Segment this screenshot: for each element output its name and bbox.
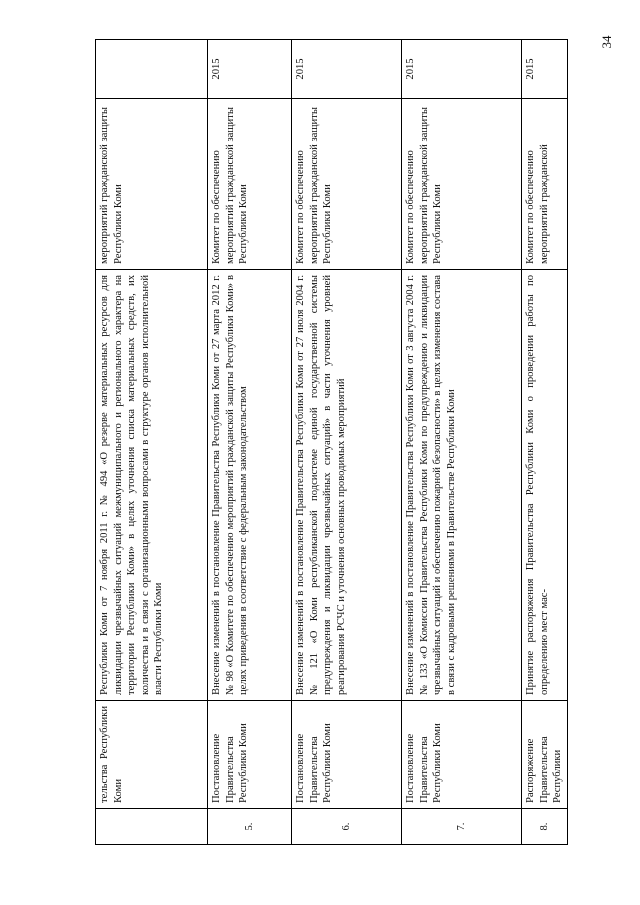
table-row	[208, 40, 292, 845]
executor: мероприятий гражданской защиты Республики Коми	[96, 99, 208, 270]
executor: Комитет по обеспечению мероприятий гражданской защиты Республики Коми	[292, 99, 402, 270]
row-number: 5.	[208, 809, 292, 845]
document-type: Постановление Правительства Республики Коми	[292, 701, 402, 809]
measure-title: Принятие распоряжения Правительства Республики Коми о проведении работы по определению мест мас-	[522, 270, 568, 701]
table-row	[292, 40, 402, 845]
year: 2015	[208, 40, 292, 99]
document-type: Постановление Правительства Республики Коми	[208, 701, 292, 809]
year: 2015	[292, 40, 402, 99]
executor: Комитет по обеспечению мероприятий гражданской	[522, 99, 568, 270]
row-number: 6.	[292, 809, 402, 845]
measure-title: Внесение изменений в постановление Правительства Республики Коми от 27 марта 2012 г. № 98 «О Комитете по обеспечению мероприятий гражданской защиты Республики Коми» в целях приведения в соответствие с федеральным законодательством	[208, 270, 292, 701]
table-row	[96, 40, 208, 845]
page-number: 34	[599, 35, 614, 49]
year	[96, 40, 208, 99]
measure-title: Внесение изменений в постановление Правительства Республики Коми от 27 июля 2004 г. № 121 «О Коми республиканской подсистеме единой государственной системы предупреждения и ликвидации чрезвычайных ситуаций» в части уточнения уровней реагирования РСЧС и уточнения основных проводимых мероприятий	[292, 270, 402, 701]
executor: Комитет по обеспечению мероприятий гражданской защиты Республики Коми	[402, 99, 522, 270]
row-number: 8.	[522, 809, 568, 845]
plan-table	[95, 39, 568, 845]
document-type: Постановление Правительства Республики Коми	[402, 701, 522, 809]
row-number	[96, 809, 208, 845]
year: 2015	[522, 40, 568, 99]
measure-title: Внесение изменений в постановление Правительства Республики Коми от 3 августа 2004 г. № 133 «О Комиссии Правительства Республики Коми по предупреждению и ликвидации чрезвычайных ситуаций и обеспечению пожарной безопасности» в целях изменения состава в связи с кадровыми решениями в Правительстве Республики Коми	[402, 270, 522, 701]
measure-title: Республики Коми от 7 ноября 2011 г. № 494 «О резерве материальных ресурсов для ликвидации чрезвычайных ситуаций межмуниципального и регионального характера на территории Республики Коми» в целях уточнения списка материальных средств, их количества и в связи с организационными вопросами в структуре органов исполнительной власти Республики Коми	[96, 270, 208, 701]
table-row	[402, 40, 522, 845]
document-type: тельства Республики Коми	[96, 701, 208, 809]
document-type: Распоряжение Правительства Республики	[522, 701, 568, 809]
row-number: 7.	[402, 809, 522, 845]
table-row	[522, 40, 568, 845]
executor: Комитет по обеспечению мероприятий гражданской защиты Республики Коми	[208, 99, 292, 270]
year: 2015	[402, 40, 522, 99]
rotated-table-wrapper	[95, 45, 564, 845]
